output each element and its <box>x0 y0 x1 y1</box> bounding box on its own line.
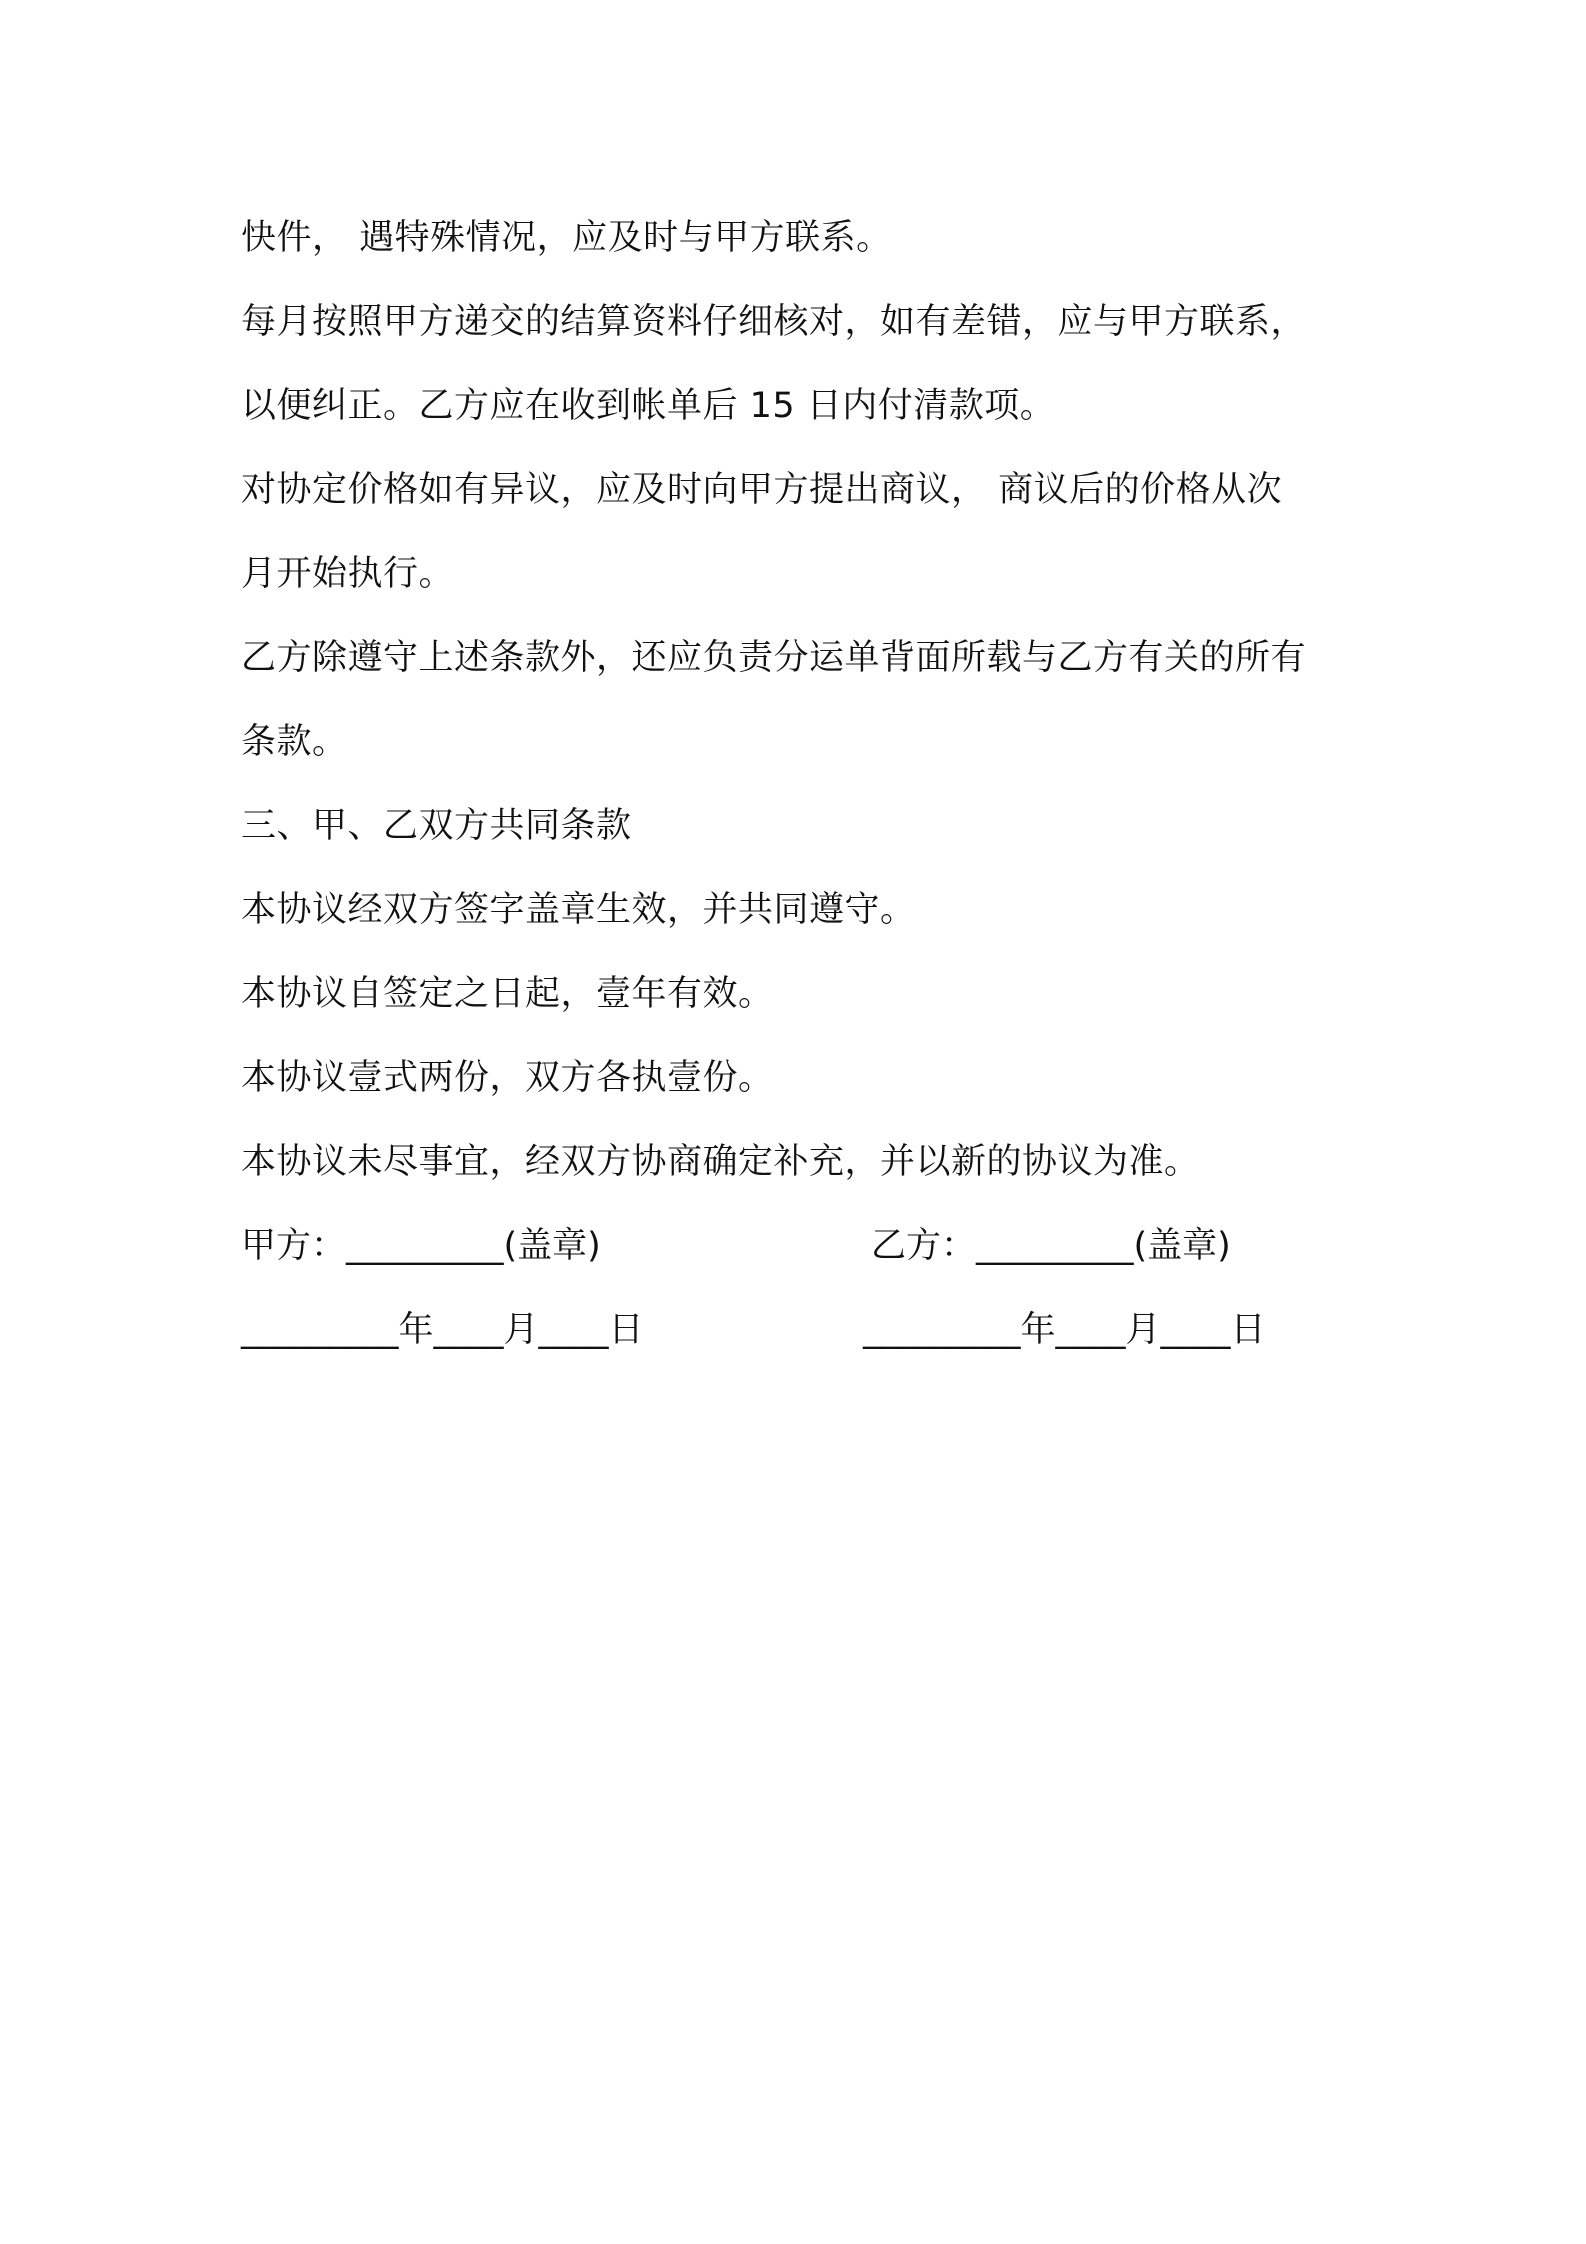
paragraph-line-5: 月开始执行。 <box>241 554 455 594</box>
section-heading: 三、甲、乙双方共同条款 <box>241 806 632 846</box>
paragraph-line-4: 对协定价格如有异议，应及时向甲方提出商议， 商议后的价格从次 <box>241 470 1283 510</box>
clause-copies: 本协议壹式两份，双方各执壹份。 <box>241 1058 774 1098</box>
paragraph-line-2: 每月按照甲方递交的结算资料仔细核对，如有差错，应与甲方联系， <box>241 302 1307 342</box>
paragraph-line-6: 乙方除遵守上述条款外，还应负责分运单背面所载与乙方有关的所有 <box>241 638 1307 678</box>
party-a-date: _________年____月____日 <box>241 1310 644 1350</box>
paragraph-line-1: 快件， 遇特殊情况，应及时与甲方联系。 <box>241 218 892 258</box>
date-row <box>241 1288 1361 1372</box>
clause-supplement: 本协议未尽事宜，经双方协商确定补充，并以新的协议为准。 <box>241 1142 1200 1182</box>
clause-validity: 本协议自签定之日起，壹年有效。 <box>241 974 774 1014</box>
paragraph-line-3: 以便纠正。乙方应在收到帐单后 15 日内付清款项。 <box>241 386 1056 426</box>
clause-effective: 本协议经双方签字盖章生效，并共同遵守。 <box>241 890 916 930</box>
party-b-signature: 乙方：_________(盖章) <box>871 1226 1231 1266</box>
party-b-date: _________年____月____日 <box>863 1310 1266 1350</box>
party-a-signature: 甲方：_________(盖章) <box>241 1226 601 1266</box>
paragraph-line-7: 条款。 <box>241 722 348 762</box>
signature-row <box>241 1204 1361 1288</box>
document-body <box>241 196 1361 1372</box>
